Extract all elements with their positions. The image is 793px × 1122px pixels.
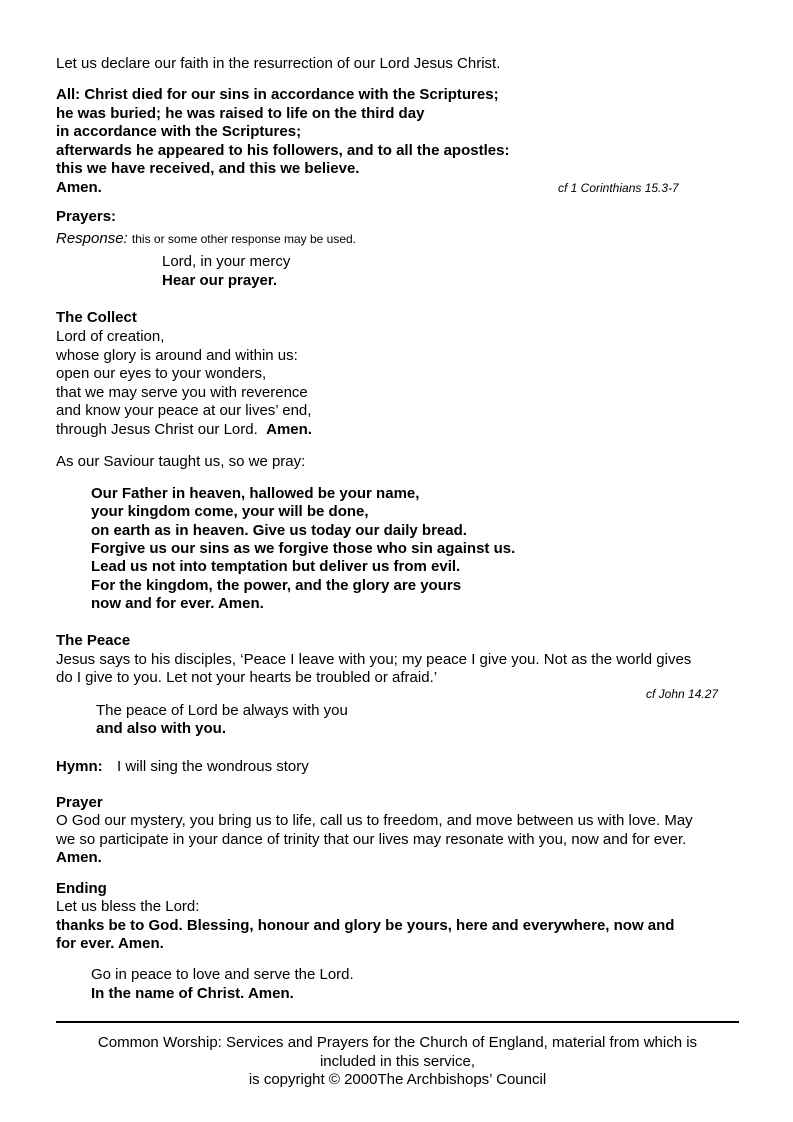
hymn-line bbox=[56, 758, 309, 776]
footer-line: is copyright © 2000The Archbishops’ Council bbox=[248, 1071, 547, 1088]
prayers-response-instruction bbox=[56, 230, 356, 248]
lords-prayer-line: on earth as in heaven. Give us today our daily bread. bbox=[91, 522, 467, 539]
lords-prayer-line: Forgive us our sins as we forgive those who sin against us. bbox=[91, 540, 516, 557]
dismissal-response: In the name of Christ. Amen. bbox=[91, 985, 294, 1002]
collect-line: whose glory is around and within us: bbox=[56, 347, 298, 364]
ending-heading: Ending bbox=[56, 880, 107, 897]
prayer-amen: Amen. bbox=[56, 849, 102, 866]
lords-prayer-line: Lead us not into temptation but deliver us from evil. bbox=[91, 558, 461, 575]
lords-prayer-line: Our Father in heaven, hallowed be your name, bbox=[91, 485, 420, 502]
collect-final-line bbox=[56, 421, 312, 439]
prayers-heading: Prayers: bbox=[56, 208, 117, 225]
response-label: Response: bbox=[56, 230, 128, 247]
creed-line: All: Christ died for our sins in accordance with the Scriptures; bbox=[56, 86, 499, 103]
creed-line: this we have received, and this we believe. bbox=[56, 160, 360, 177]
hymn-title: I will sing the wondrous story bbox=[117, 758, 309, 775]
hymn-label: Hymn: bbox=[56, 758, 103, 775]
peace-text-line: do I give to you. Let not your hearts be troubled or afraid.’ bbox=[56, 669, 438, 686]
intro-text: Let us declare our faith in the resurrection of our Lord Jesus Christ. bbox=[56, 55, 501, 72]
collect-line: that we may serve you with reverence bbox=[56, 384, 308, 401]
creed-amen: Amen. bbox=[56, 179, 102, 196]
creed-line: afterwards he appeared to his followers, and to all the apostles: bbox=[56, 142, 510, 159]
peace-text-line: Jesus says to his disciples, ‘Peace I leave with you; my peace I give you. Not as the world gives bbox=[56, 651, 692, 668]
lords-prayer-line: now and for ever. Amen. bbox=[91, 595, 264, 612]
collect-line: open our eyes to your wonders, bbox=[56, 365, 267, 382]
lords-prayer-intro: As our Saviour taught us, so we pray: bbox=[56, 453, 306, 470]
creed-line: in accordance with the Scriptures; bbox=[56, 123, 302, 140]
prayer-line: we so participate in your dance of trinity that our lives may resonate with you, now and for ever. bbox=[56, 831, 687, 848]
collect-line: and know your peace at our lives’ end, bbox=[56, 402, 312, 419]
peace-versicle: The peace of Lord be always with you bbox=[96, 702, 348, 719]
collect-heading: The Collect bbox=[56, 309, 137, 326]
collect-amen: Amen. bbox=[266, 421, 312, 438]
ending-versicle: Let us bless the Lord: bbox=[56, 898, 200, 915]
prayer-line: O God our mystery, you bring us to life, call us to freedom, and move between us with love. May bbox=[56, 812, 693, 829]
peace-response: and also with you. bbox=[96, 720, 227, 737]
dismissal: Go in peace to love and serve the Lord. bbox=[91, 966, 354, 983]
response-note: this or some other response may be used. bbox=[131, 232, 357, 246]
prayers-response: Hear our prayer. bbox=[162, 272, 278, 289]
peace-citation: cf John 14.27 bbox=[646, 687, 719, 701]
footer-line: Common Worship: Services and Prayers for the Church of England, material from which is bbox=[97, 1034, 698, 1051]
creed-citation: cf 1 Corinthians 15.3-7 bbox=[558, 181, 679, 195]
collect-line: through Jesus Christ our Lord. bbox=[56, 421, 258, 438]
peace-heading: The Peace bbox=[56, 632, 131, 649]
ending-response-line: for ever. Amen. bbox=[56, 935, 164, 952]
prayers-versicle: Lord, in your mercy bbox=[162, 253, 291, 270]
ending-response-line: thanks be to God. Blessing, honour and glory be yours, here and everywhere, now and bbox=[56, 917, 675, 934]
footer-divider bbox=[56, 1021, 739, 1023]
footer-line: included in this service, bbox=[319, 1053, 476, 1070]
collect-line: Lord of creation, bbox=[56, 328, 165, 345]
prayer-heading: Prayer bbox=[56, 794, 103, 811]
lords-prayer-line: your kingdom come, your will be done, bbox=[91, 503, 369, 520]
lords-prayer-line: For the kingdom, the power, and the glory are yours bbox=[91, 577, 462, 594]
creed-line: he was buried; he was raised to life on the third day bbox=[56, 105, 425, 122]
